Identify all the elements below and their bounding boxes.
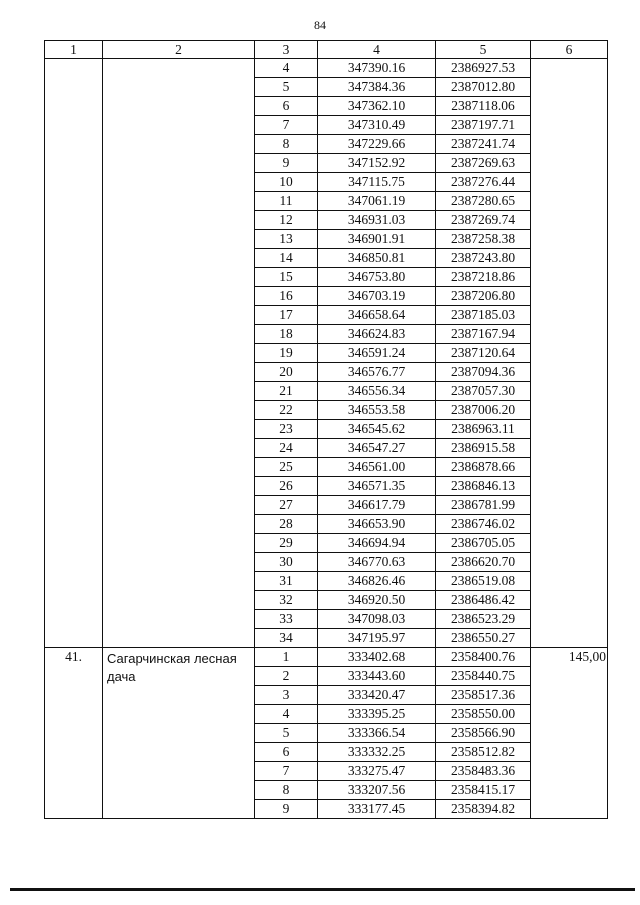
coord-y: 2387197.71 xyxy=(436,116,531,135)
point-number: 6 xyxy=(255,743,318,762)
coord-x: 346547.27 xyxy=(318,439,436,458)
coord-x: 333332.25 xyxy=(318,743,436,762)
coord-x: 346901.91 xyxy=(318,230,436,249)
coord-y: 2387269.74 xyxy=(436,211,531,230)
coord-y: 2387094.36 xyxy=(436,363,531,382)
point-number: 24 xyxy=(255,439,318,458)
point-number: 5 xyxy=(255,724,318,743)
coord-x: 346545.62 xyxy=(318,420,436,439)
column-header: 1 xyxy=(45,41,103,59)
header-row xyxy=(45,41,608,59)
point-number: 21 xyxy=(255,382,318,401)
coord-y: 2387012.80 xyxy=(436,78,531,97)
coord-x: 346617.79 xyxy=(318,496,436,515)
coord-x: 346931.03 xyxy=(318,211,436,230)
point-number: 23 xyxy=(255,420,318,439)
coord-x: 346561.00 xyxy=(318,458,436,477)
name-cell xyxy=(103,59,255,648)
point-number: 22 xyxy=(255,401,318,420)
point-number: 9 xyxy=(255,800,318,819)
point-number: 16 xyxy=(255,287,318,306)
coord-y: 2387241.74 xyxy=(436,135,531,154)
point-number: 2 xyxy=(255,667,318,686)
coord-y: 2386846.13 xyxy=(436,477,531,496)
coord-y: 2358440.75 xyxy=(436,667,531,686)
coord-y: 2358512.82 xyxy=(436,743,531,762)
coord-y: 2358566.90 xyxy=(436,724,531,743)
coord-y: 2386523.29 xyxy=(436,610,531,629)
point-number: 29 xyxy=(255,534,318,553)
point-number: 31 xyxy=(255,572,318,591)
coord-x: 333177.45 xyxy=(318,800,436,819)
index-cell xyxy=(45,59,103,648)
point-number: 7 xyxy=(255,116,318,135)
coord-y: 2387006.20 xyxy=(436,401,531,420)
point-number: 26 xyxy=(255,477,318,496)
point-number: 6 xyxy=(255,97,318,116)
column-header: 2 xyxy=(103,41,255,59)
point-number: 3 xyxy=(255,686,318,705)
coord-x: 346653.90 xyxy=(318,515,436,534)
point-number: 11 xyxy=(255,192,318,211)
point-number: 30 xyxy=(255,553,318,572)
coord-y: 2358415.17 xyxy=(436,781,531,800)
coord-x: 346826.46 xyxy=(318,572,436,591)
point-number: 18 xyxy=(255,325,318,344)
coord-x: 346591.24 xyxy=(318,344,436,363)
coord-x: 347229.66 xyxy=(318,135,436,154)
point-number: 34 xyxy=(255,629,318,648)
coord-y: 2358394.82 xyxy=(436,800,531,819)
coord-y: 2386963.11 xyxy=(436,420,531,439)
point-number: 12 xyxy=(255,211,318,230)
coord-y: 2387258.38 xyxy=(436,230,531,249)
coord-y: 2387218.86 xyxy=(436,268,531,287)
point-number: 15 xyxy=(255,268,318,287)
coord-x: 346576.77 xyxy=(318,363,436,382)
point-number: 4 xyxy=(255,705,318,724)
coord-x: 333207.56 xyxy=(318,781,436,800)
point-number: 19 xyxy=(255,344,318,363)
coord-y: 2387185.03 xyxy=(436,306,531,325)
coord-y: 2386927.53 xyxy=(436,59,531,78)
coordinates-table xyxy=(44,40,608,819)
coord-y: 2358483.36 xyxy=(436,762,531,781)
coord-x: 346658.64 xyxy=(318,306,436,325)
coord-x: 333275.47 xyxy=(318,762,436,781)
coord-y: 2386705.05 xyxy=(436,534,531,553)
coord-y: 2358550.00 xyxy=(436,705,531,724)
coord-y: 2387276.44 xyxy=(436,173,531,192)
area-cell xyxy=(531,59,608,648)
coord-x: 347152.92 xyxy=(318,154,436,173)
coord-y: 2387206.80 xyxy=(436,287,531,306)
bottom-rule xyxy=(10,888,635,891)
coord-x: 346850.81 xyxy=(318,249,436,268)
coord-x: 346694.94 xyxy=(318,534,436,553)
coord-x: 333443.60 xyxy=(318,667,436,686)
coord-y: 2386781.99 xyxy=(436,496,531,515)
coord-y: 2386486.42 xyxy=(436,591,531,610)
table-row xyxy=(45,59,608,78)
coord-y: 2387118.06 xyxy=(436,97,531,116)
point-number: 32 xyxy=(255,591,318,610)
coord-y: 2387120.64 xyxy=(436,344,531,363)
coord-y: 2358517.36 xyxy=(436,686,531,705)
coord-x: 347390.16 xyxy=(318,59,436,78)
point-number: 10 xyxy=(255,173,318,192)
point-number: 13 xyxy=(255,230,318,249)
coord-y: 2386915.58 xyxy=(436,439,531,458)
coord-y: 2386519.08 xyxy=(436,572,531,591)
coord-y: 2386878.66 xyxy=(436,458,531,477)
point-number: 14 xyxy=(255,249,318,268)
section-name: Сагарчинская лесная дача xyxy=(103,648,255,819)
coord-x: 347061.19 xyxy=(318,192,436,211)
coord-x: 346920.50 xyxy=(318,591,436,610)
coord-x: 333420.47 xyxy=(318,686,436,705)
coord-x: 346624.83 xyxy=(318,325,436,344)
coord-x: 346770.63 xyxy=(318,553,436,572)
point-number: 17 xyxy=(255,306,318,325)
coord-y: 2386620.70 xyxy=(436,553,531,572)
column-header: 3 xyxy=(255,41,318,59)
coord-x: 333366.54 xyxy=(318,724,436,743)
coord-y: 2387243.80 xyxy=(436,249,531,268)
section-index: 41. xyxy=(45,648,103,819)
point-number: 25 xyxy=(255,458,318,477)
point-number: 1 xyxy=(255,648,318,667)
point-number: 8 xyxy=(255,781,318,800)
section-area: 145,00 xyxy=(531,648,608,819)
coord-x: 347384.36 xyxy=(318,78,436,97)
point-number: 28 xyxy=(255,515,318,534)
coord-y: 2387057.30 xyxy=(436,382,531,401)
coord-x: 346556.34 xyxy=(318,382,436,401)
coord-y: 2358400.76 xyxy=(436,648,531,667)
table-row xyxy=(45,648,608,667)
coord-x: 346571.35 xyxy=(318,477,436,496)
coord-y: 2387167.94 xyxy=(436,325,531,344)
point-number: 9 xyxy=(255,154,318,173)
page-number: 84 xyxy=(314,18,326,32)
coord-y: 2386550.27 xyxy=(436,629,531,648)
coord-x: 347310.49 xyxy=(318,116,436,135)
column-header: 4 xyxy=(318,41,436,59)
coord-y: 2386746.02 xyxy=(436,515,531,534)
coord-x: 347098.03 xyxy=(318,610,436,629)
point-number: 33 xyxy=(255,610,318,629)
point-number: 7 xyxy=(255,762,318,781)
column-header: 6 xyxy=(531,41,608,59)
point-number: 4 xyxy=(255,59,318,78)
point-number: 5 xyxy=(255,78,318,97)
column-header: 5 xyxy=(436,41,531,59)
coord-x: 346703.19 xyxy=(318,287,436,306)
coord-x: 346753.80 xyxy=(318,268,436,287)
coord-x: 347115.75 xyxy=(318,173,436,192)
coord-x: 333395.25 xyxy=(318,705,436,724)
coord-y: 2387269.63 xyxy=(436,154,531,173)
coord-y: 2387280.65 xyxy=(436,192,531,211)
point-number: 8 xyxy=(255,135,318,154)
coord-x: 347362.10 xyxy=(318,97,436,116)
coord-x: 333402.68 xyxy=(318,648,436,667)
coord-x: 347195.97 xyxy=(318,629,436,648)
point-number: 20 xyxy=(255,363,318,382)
coord-x: 346553.58 xyxy=(318,401,436,420)
point-number: 27 xyxy=(255,496,318,515)
